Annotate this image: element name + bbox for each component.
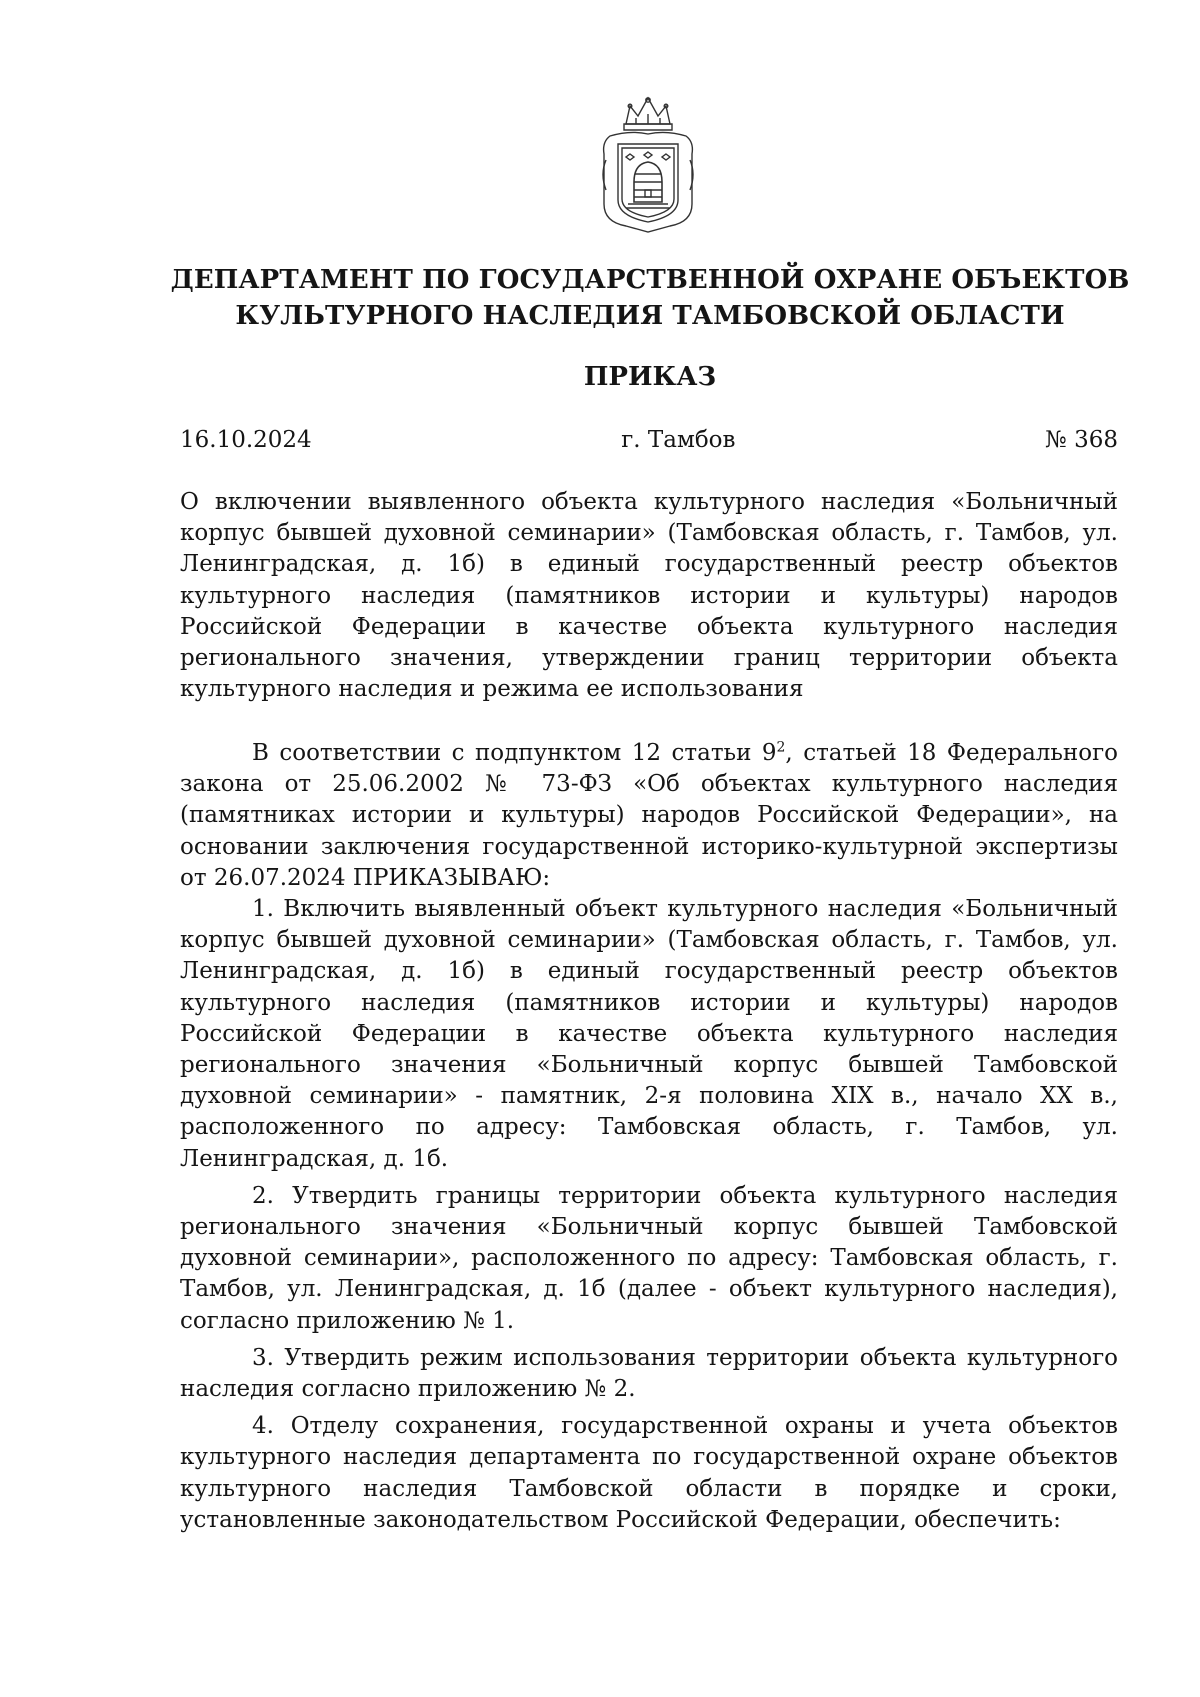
preamble-text-end: , статьей 18 Федерального закона от 25.06.2002 № 73-ФЗ «Об объектах культурного наследия (памятниках истории и культуры) народов Российской Федерации», на основании заключения государственной историко-культурной экспертизы от 26.07.2024 ПРИКАЗЫВАЮ: — [180, 740, 1118, 891]
order-item-1: 1. Включить выявленный объект культурного наследия «Больничный корпус бывшей духовной семинарии» (Тамбовская область, г. Тамбов, ул. Ленинградская, д. 1б) в единый государственный реестр объектов культурного наследия (памятников истории и культуры) народов Российской Федерации в качестве объекта культурного наследия регионального значения «Больничный корпус бывшей Тамбовской духовной семинарии» - памятник, 2-я половина XIX в., начало XX в., расположенного по адресу: Тамбовская область, г. Тамбов, ул. Ленинградская, д. 1б. — [180, 896, 1118, 1172]
order-item-2: 2. Утвердить границы территории объекта культурного наследия регионального значения «Больничный корпус бывшей Тамбовской духовной семинарии», расположенного по адресу: Тамбовская область, г. Тамбов, ул. Ленинградская, д. 1б (далее - объект культурного наследия), согласно приложению № 1. — [180, 1182, 1118, 1334]
preamble-superscript: 2 — [776, 739, 786, 756]
document-meta-row — [180, 425, 1118, 455]
header-line-2: КУЛЬТУРНОГО НАСЛЕДИЯ ТАМБОВСКОЙ ОБЛАСТИ — [235, 301, 1065, 331]
preamble-paragraph — [180, 738, 1118, 894]
department-header — [150, 262, 1150, 334]
order-body — [180, 738, 1118, 1536]
document-city: г. Тамбов — [621, 427, 736, 453]
document-date: 16.10.2024 — [180, 427, 312, 453]
order-item-3: 3. Утвердить режим использования территории объекта культурного наследия согласно приложению № 2. — [180, 1344, 1118, 1403]
header-line-1: ДЕПАРТАМЕНТ ПО ГОСУДАРСТВЕННОЙ ОХРАНЕ ОБЪЕКТОВ — [170, 265, 1130, 295]
document-type: ПРИКАЗ — [583, 362, 717, 392]
tambov-coat-of-arms-icon — [596, 94, 700, 234]
order-item-4: 4. Отделу сохранения, государственной охраны и учета объектов культурного наследия департамента по государственной охране объектов культурного наследия Тамбовской области в порядке и сроки, установленные законодательством Российской Федерации, обеспечить: — [180, 1413, 1118, 1533]
preamble-text-start: В соответствии с подпунктом 12 статьи 9 — [252, 740, 777, 766]
order-title: О включении выявленного объекта культурного наследия «Больничный корпус бывшей духовной семинарии» (Тамбовская область, г. Тамбов, ул. Ленинградская, д. 1б) в единый государственный реестр объектов культурного наследия (памятников истории и культуры) народов Российской Федерации в качестве объекта культурного наследия регионального значения, утверждении границ территории объекта культурного наследия и режима ее использования — [180, 489, 1118, 703]
document-number: № 368 — [1045, 427, 1118, 453]
